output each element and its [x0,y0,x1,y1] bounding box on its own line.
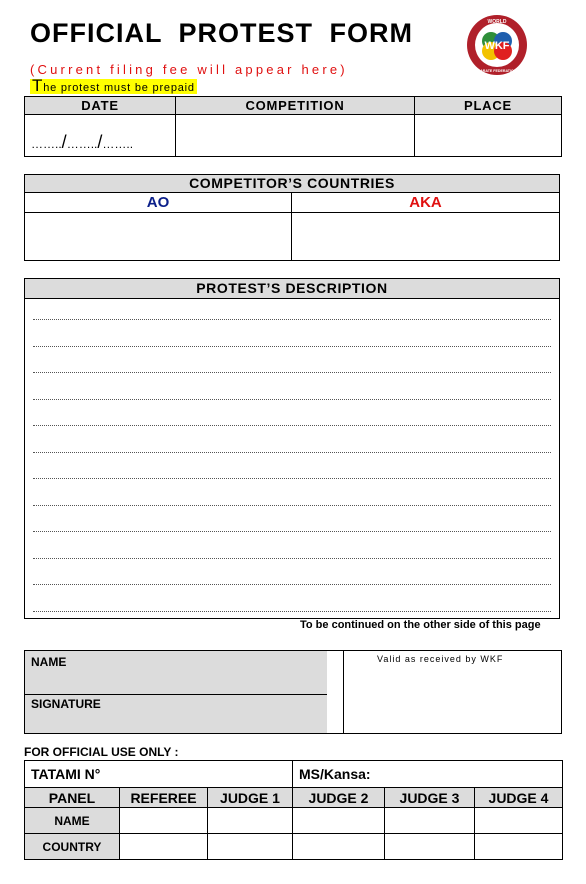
wkf-logo [466,14,528,76]
writing-line [33,478,551,479]
writing-line [33,531,551,532]
writing-line [33,584,551,585]
judge2-name-cell[interactable] [293,808,385,834]
judge4-country-cell[interactable] [475,834,563,860]
date-header: DATE [25,97,176,115]
judge4-header: JUDGE 4 [475,788,563,808]
divider [25,694,328,695]
official-use-heading: FOR OFFICIAL USE ONLY : [24,745,179,759]
description-header: PROTEST’S DESCRIPTION [25,279,559,299]
judge3-name-cell[interactable] [385,808,475,834]
aka-country-field[interactable] [292,213,560,261]
judge2-country-cell[interactable] [293,834,385,860]
prepaid-note [30,76,197,95]
judge1-header: JUDGE 1 [208,788,293,808]
date-placeholder: ……../……../…….. [31,132,134,152]
logo-federation-text: KARATE FEDERATION [477,69,517,73]
date-field[interactable] [25,115,176,157]
writing-line [33,558,551,559]
writing-line [33,425,551,426]
judge3-country-cell[interactable] [385,834,475,860]
aka-label: AKA [292,193,560,213]
writing-line [33,319,551,320]
competition-header: COMPETITION [176,97,415,115]
judge1-name-cell[interactable] [208,808,293,834]
prepaid-text: he protest must be prepaid [43,82,195,94]
event-table [24,96,562,157]
valid-text: Valid as received by WKF [377,654,504,664]
logo-world-text: WORLD [487,19,507,25]
signature-spacer [327,650,344,734]
writing-line [33,611,551,612]
writing-line [33,372,551,373]
writing-line [33,399,551,400]
panel-header: PANEL [25,788,120,808]
signature-label: SIGNATURE [31,697,101,711]
writing-line [33,505,551,506]
tatami-field[interactable]: TATAMI N° [25,761,293,788]
ao-country-field[interactable] [25,213,292,261]
valid-stamp-box [343,650,562,734]
name-label: NAME [31,655,67,669]
ao-label: AO [25,193,292,213]
writing-line [33,452,551,453]
form-title: OFFICIAL PROTEST FORM [30,18,413,48]
ms-kansa-field[interactable]: MS/Kansa: [293,761,563,788]
judge1-country-cell[interactable] [208,834,293,860]
fee-note: (Current filing fee will appear here) [30,62,348,77]
countries-table [24,174,560,261]
place-field[interactable] [415,115,562,157]
name-row-label: NAME [25,808,120,834]
country-row-label: COUNTRY [25,834,120,860]
continued-note: To be continued on the other side of this page [300,619,541,631]
signature-block [24,650,561,732]
judge4-name-cell[interactable] [475,808,563,834]
writing-line [33,346,551,347]
logo-wkf-text: WKF [484,40,510,52]
judge3-header: JUDGE 3 [385,788,475,808]
competition-field[interactable] [176,115,415,157]
judge2-header: JUDGE 2 [293,788,385,808]
prepaid-initial: T [32,76,44,95]
official-table [24,760,563,860]
referee-name-cell[interactable] [120,808,208,834]
name-signature-box[interactable] [24,650,329,734]
referee-header: REFEREE [120,788,208,808]
countries-header: COMPETITOR’S COUNTRIES [25,175,560,193]
description-box[interactable] [24,278,560,619]
place-header: PLACE [415,97,562,115]
referee-country-cell[interactable] [120,834,208,860]
